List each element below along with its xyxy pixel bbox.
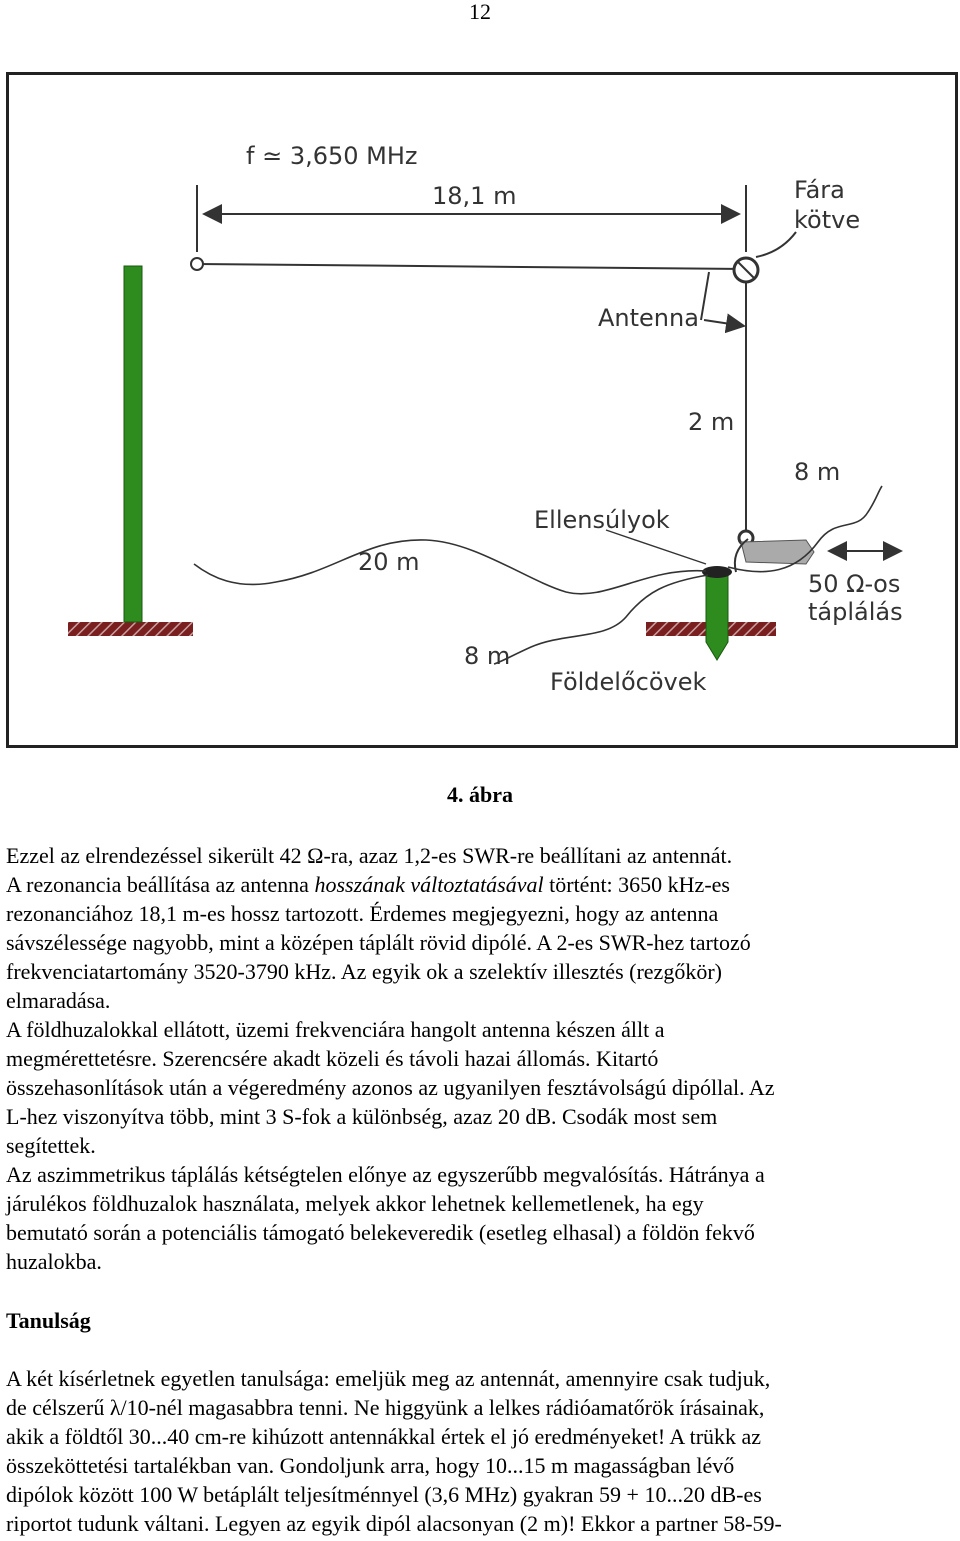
figure-caption: 4. ábra xyxy=(447,782,513,807)
counterpoise-label: Ellensúlyok xyxy=(534,506,670,534)
section-heading: Tanulság xyxy=(6,1308,91,1333)
frequency-label: f ≃ 3,650 MHz xyxy=(246,142,418,170)
text-line: A két kísérletnek egyetlen tanulsága: emeljük meg az antennát, amennyire csak tudjuk, xyxy=(6,1366,771,1391)
antenna-label: Antenna xyxy=(598,304,699,332)
counterpoise-right-label: 8 m xyxy=(794,458,841,486)
text-line: A rezonancia beállítása az antenna hosszának változtatásával történt: 3650 kHz-es xyxy=(6,872,730,897)
height-label: 2 m xyxy=(688,408,735,436)
text-line: A földhuzalokkal ellátott, üzemi frekvenciára hangolt antenna készen állt a xyxy=(6,1017,665,1042)
text-line: Az aszimmetrikus táplálás kétségtelen előnye az egyszerűbb megvalósítás. Hátránya a xyxy=(6,1162,765,1187)
length-label: 18,1 m xyxy=(432,182,517,210)
ground-stake xyxy=(706,570,728,660)
feed-label-2: táplálás xyxy=(808,598,903,626)
text-line: elmaradása. xyxy=(6,988,111,1013)
text-line: segítettek. xyxy=(6,1133,96,1158)
text-line: rezonanciához 18,1 m-es hossz tartozott. Érdemes megjegyezni, hogy az antenna xyxy=(6,901,719,926)
paragraph-results xyxy=(6,841,946,1276)
text-line: L-hez viszonyítva több, mint 3 S-fok a különbség, azaz 20 dB. Csodák most sem xyxy=(6,1104,718,1129)
support-pole xyxy=(124,266,142,622)
text-line: Ezzel az elrendezéssel sikerült 42 Ω-ra, azaz 1,2-es SWR-re beállítani az antennát. xyxy=(6,843,733,868)
ground-stake-label: Földelőcövek xyxy=(550,668,707,696)
text-line: huzalokba. xyxy=(6,1249,102,1274)
text-line: akik a földtől 30...40 cm-re kihúzott antennákkal értek el jó eredményeket! A trükk az xyxy=(6,1424,762,1449)
feed-label-1: 50 Ω-os xyxy=(808,570,901,598)
stake-clamp xyxy=(702,566,732,578)
emphasis-text: hosszának változtatásával xyxy=(314,872,544,897)
text-line: összeköttetési tartalékban van. Gondoljunk arra, hogy 10...15 m magasságban lévő xyxy=(6,1453,735,1478)
insulator-left xyxy=(191,258,203,270)
feed-coax xyxy=(741,540,814,564)
counterpoise-long-label: 20 m xyxy=(358,548,420,576)
paragraph-lesson xyxy=(6,1364,946,1538)
text-line: bemutató során a potenciális támogató belekeveredik (esetleg elhasal) a földön fekvő xyxy=(6,1220,755,1245)
antenna-diagram-figure xyxy=(6,72,958,748)
antenna-diagram xyxy=(6,72,958,748)
text-line: járulékos földhuzalok használata, melyek akkor lehetnek kellemetlenek, ha egy xyxy=(6,1191,704,1216)
text-line: de célszerű λ/10-nél magasabbra tenni. Ne higgyünk a lelkes rádióamatőrök írásainak, xyxy=(6,1395,765,1420)
text-line: összehasonlítások után a végeredmény azonos az ugyanilyen fesztávolságú dipóllal. Az xyxy=(6,1075,775,1100)
page-number: 12 xyxy=(469,0,491,24)
text-line: sávszélessége nagyobb, mint a középen táplált rövid dipólé. A 2-es SWR-hez tartozó xyxy=(6,930,751,955)
text-line: dipólok között 100 W betáplált teljesítménnyel (3,6 MHz) gyakran 59 + 10...20 dB-es xyxy=(6,1482,762,1507)
text-line: frekvenciatartomány 3520-3790 kHz. Az egyik ok a szelektív illesztés (rezgőkör) xyxy=(6,959,722,984)
text-line: megmérettetésre. Szerencsére akadt közeli és távoli hazai állomás. Kitartó xyxy=(6,1046,659,1071)
text-line: riportot tudunk váltani. Legyen az egyik dipól alacsonyan (2 m)! Ekkor a partner 58-59- xyxy=(6,1511,782,1536)
counterpoise-short-label: 8 m xyxy=(464,642,511,670)
tree-label-2: kötve xyxy=(794,206,861,234)
tree-label-1: Fára xyxy=(794,176,845,204)
ground-left xyxy=(68,622,193,636)
